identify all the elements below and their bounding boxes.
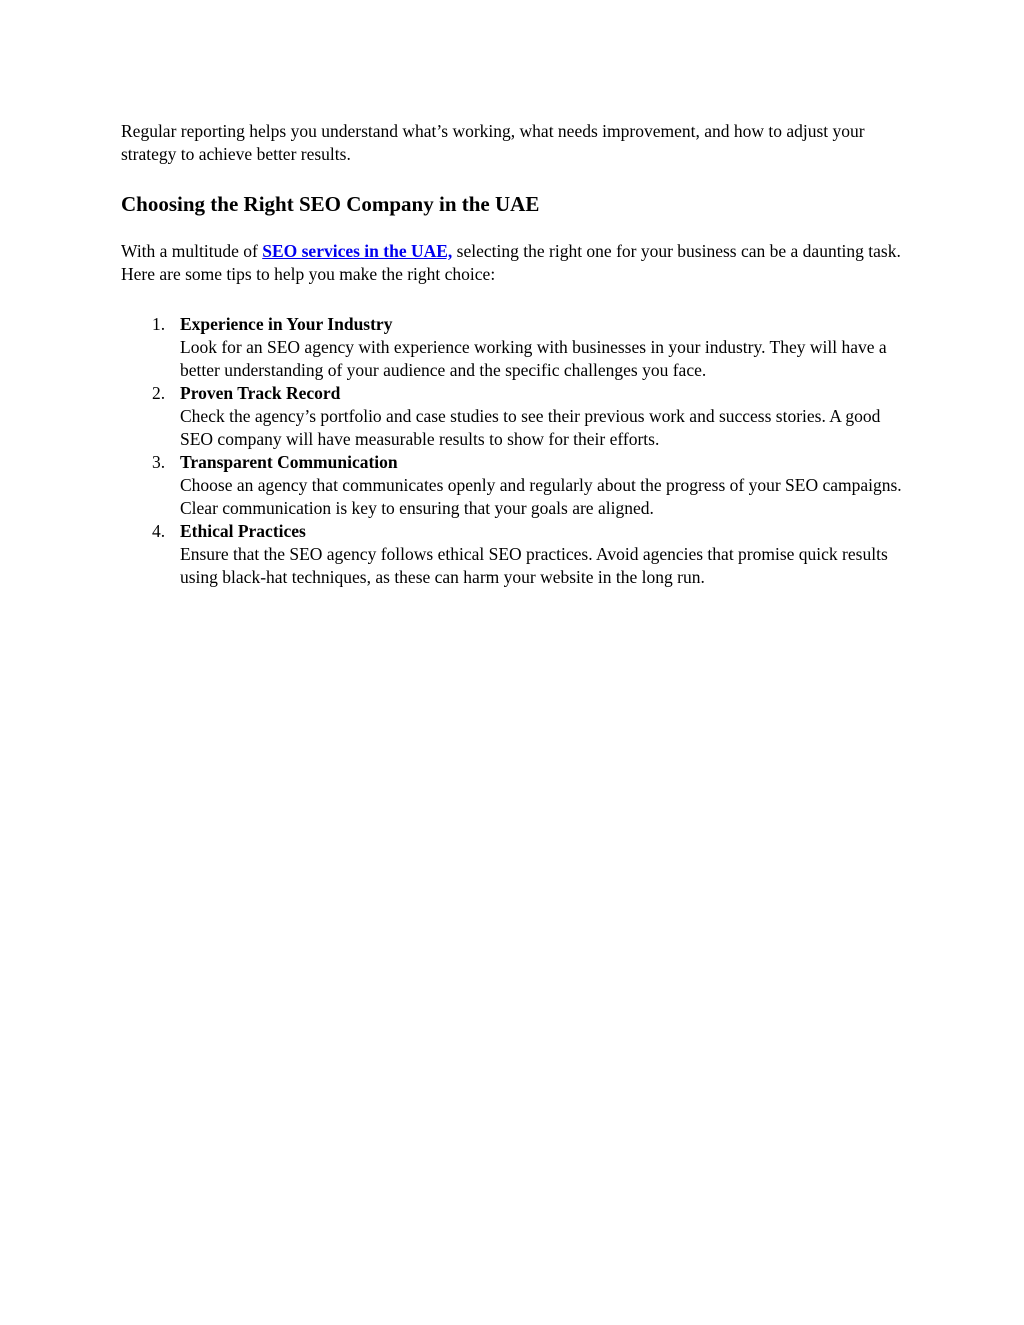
tip-number: 3.	[152, 452, 166, 472]
tip-title: Proven Track Record	[180, 383, 341, 403]
tip-title: Transparent Communication	[180, 452, 398, 472]
tip-item	[121, 451, 911, 520]
tip-title: Experience in Your Industry	[180, 314, 393, 334]
tip-body: Ensure that the SEO agency follows ethical SEO practices. Avoid agencies that promise quick results using black-hat techniques, as these can harm your website in the long run.	[180, 544, 888, 587]
page-content	[121, 120, 911, 589]
seo-services-link[interactable]: SEO services in the UAE,	[262, 241, 453, 261]
tip-number: 4.	[152, 521, 166, 541]
tip-number: 2.	[152, 383, 166, 403]
tip-body: Check the agency’s portfolio and case studies to see their previous work and success stories. A good SEO company will have measurable results to show for their efforts.	[180, 406, 881, 449]
section-intro-paragraph	[121, 240, 911, 286]
tip-item	[121, 382, 911, 451]
tip-title: Ethical Practices	[180, 521, 306, 541]
section-intro-before-link: With a multitude of	[121, 241, 263, 261]
tip-item	[121, 313, 911, 382]
tip-body: Look for an SEO agency with experience working with businesses in your industry. They will have a better understanding of your audience and the specific challenges you face.	[180, 337, 887, 380]
tip-body: Choose an agency that communicates openly and regularly about the progress of your SEO campaigns. Clear communication is key to ensuring that your goals are aligned.	[180, 475, 902, 518]
tip-item	[121, 520, 911, 589]
tip-number: 1.	[152, 314, 166, 334]
section-heading: Choosing the Right SEO Company in the UAE	[121, 192, 540, 216]
tips-list	[121, 313, 911, 589]
section-intro-after-link: selecting the right one for your business can be a daunting task. Here are some tips to help you make the right choice:	[121, 241, 901, 284]
intro-paragraph: Regular reporting helps you understand what’s working, what needs improvement, and how to adjust your strategy to achieve better results.	[121, 121, 865, 164]
